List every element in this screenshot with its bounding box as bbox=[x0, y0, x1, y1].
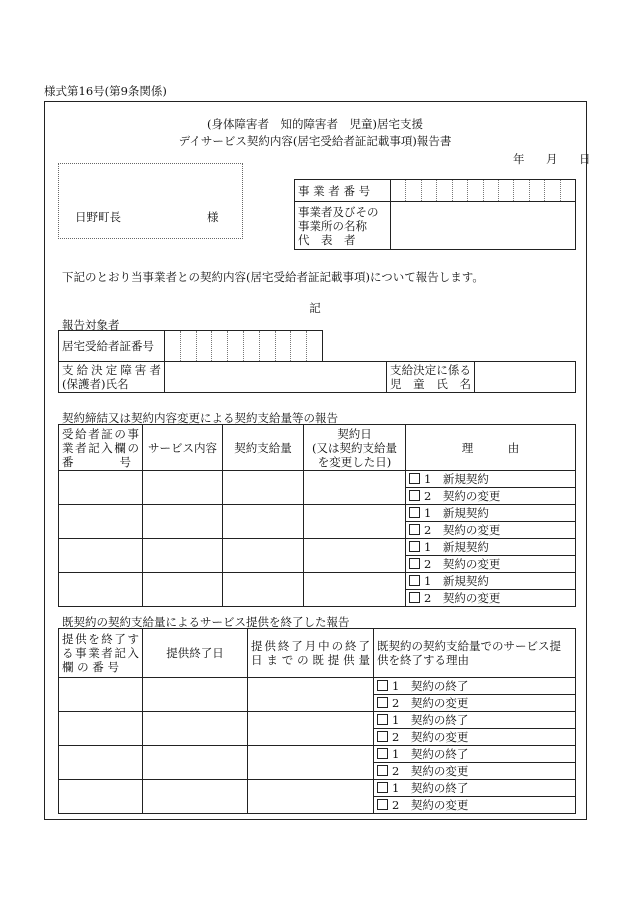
section1-heading: 契約締結又は契約内容変更による契約支給量等の報告 bbox=[62, 411, 338, 425]
table-row bbox=[59, 678, 576, 695]
option-contract-change[interactable]: 2 契約の変更 bbox=[406, 488, 576, 505]
provider-name-label: 事業者及びその 事業所の名称 代 表 者 bbox=[295, 202, 391, 250]
cert-number-field[interactable] bbox=[165, 331, 323, 362]
provider-table bbox=[294, 179, 576, 250]
date-label: 年 月 日 bbox=[513, 152, 596, 166]
col-contract-date: 契約日 (又は契約支給量 を変更した日) bbox=[304, 425, 406, 471]
title-line-1: (身体障害者 知的障害者 児童)居宅支援 bbox=[207, 117, 423, 131]
col-provider-number: 提供を終了す る事業者記入 欄 の 番 号 bbox=[59, 629, 143, 678]
checkbox[interactable] bbox=[409, 541, 420, 552]
target-table bbox=[58, 330, 576, 393]
checkbox[interactable] bbox=[409, 524, 420, 535]
option-contract-end[interactable]: 1 契約の終了 bbox=[374, 780, 576, 797]
table-row bbox=[59, 573, 576, 590]
child-name-field[interactable] bbox=[475, 362, 576, 393]
table-row bbox=[59, 505, 576, 522]
checkbox[interactable] bbox=[409, 490, 420, 501]
option-new-contract[interactable]: 1 新規契約 bbox=[406, 539, 576, 556]
checkbox[interactable] bbox=[409, 507, 420, 518]
title-line-2: デイサービス契約内容(居宅受給者証記載事項)報告書 bbox=[178, 134, 452, 148]
col-termination-reason: 既契約の契約支給量でのサービス提 供を終了する理由 bbox=[374, 629, 576, 678]
contract-table bbox=[58, 424, 576, 607]
table-row bbox=[59, 712, 576, 729]
col-provided-amount: 提供終了月中の終了 日までの既提供量 bbox=[248, 629, 374, 678]
option-contract-change[interactable]: 2 契約の変更 bbox=[406, 556, 576, 573]
option-new-contract[interactable]: 1 新規契約 bbox=[406, 573, 576, 590]
col-end-date: 提供終了日 bbox=[143, 629, 248, 678]
checkbox[interactable] bbox=[377, 731, 388, 742]
addressee-suffix: 様 bbox=[207, 210, 219, 224]
checkbox[interactable] bbox=[377, 799, 388, 810]
intro-text: 下記のとおり当事業者との契約内容(居宅受給者証記載事項)について報告します。 bbox=[62, 270, 484, 284]
checkbox[interactable] bbox=[409, 473, 420, 484]
table-row bbox=[59, 746, 576, 763]
checkbox[interactable] bbox=[409, 558, 420, 569]
ki-label: 記 bbox=[309, 301, 321, 315]
addressee-name: 日野町長 bbox=[75, 210, 121, 224]
table-row bbox=[59, 780, 576, 797]
col-amount: 契約支給量 bbox=[223, 425, 304, 471]
checkbox[interactable] bbox=[377, 748, 388, 759]
option-contract-change[interactable]: 2 契約の変更 bbox=[406, 590, 576, 607]
recipient-label: 支給決定障害者 (保護者)氏名 bbox=[59, 362, 165, 393]
form-label: 様式第16号(第9条関係) bbox=[44, 84, 167, 98]
provider-name-field[interactable] bbox=[391, 202, 576, 250]
termination-table bbox=[58, 628, 576, 814]
checkbox[interactable] bbox=[377, 697, 388, 708]
cert-number-label: 居宅受給者証番号 bbox=[59, 331, 165, 362]
option-contract-change[interactable]: 2 契約の変更 bbox=[374, 695, 576, 712]
col-reason: 理 由 bbox=[406, 425, 576, 471]
checkbox[interactable] bbox=[377, 782, 388, 793]
option-new-contract[interactable]: 1 新規契約 bbox=[406, 471, 576, 488]
option-contract-change[interactable]: 2 契約の変更 bbox=[374, 763, 576, 780]
option-contract-end[interactable]: 1 契約の終了 bbox=[374, 712, 576, 729]
recipient-name-field[interactable] bbox=[165, 362, 387, 393]
option-contract-change[interactable]: 2 契約の変更 bbox=[374, 729, 576, 746]
addressee-box bbox=[58, 163, 243, 239]
col-cert-number: 受給者証の事 業者記入欄の 番 号 bbox=[59, 425, 143, 471]
col-service: サービス内容 bbox=[143, 425, 223, 471]
child-label: 支給決定に係る 児 童 氏 名 bbox=[387, 362, 475, 393]
checkbox[interactable] bbox=[377, 765, 388, 776]
provider-number-label: 事 業 者 番 号 bbox=[295, 180, 391, 202]
target-heading: 報告対象者 bbox=[62, 318, 120, 332]
table-row bbox=[59, 539, 576, 556]
table-row bbox=[59, 471, 576, 488]
provider-number-field[interactable] bbox=[391, 180, 576, 202]
option-contract-end[interactable]: 1 契約の終了 bbox=[374, 678, 576, 695]
option-new-contract[interactable]: 1 新規契約 bbox=[406, 505, 576, 522]
checkbox[interactable] bbox=[409, 575, 420, 586]
section2-heading: 既契約の契約支給量によるサービス提供を終了した報告 bbox=[62, 615, 350, 629]
option-contract-change[interactable]: 2 契約の変更 bbox=[406, 522, 576, 539]
checkbox[interactable] bbox=[377, 714, 388, 725]
option-contract-change[interactable]: 2 契約の変更 bbox=[374, 797, 576, 814]
option-contract-end[interactable]: 1 契約の終了 bbox=[374, 746, 576, 763]
checkbox[interactable] bbox=[377, 680, 388, 691]
checkbox[interactable] bbox=[409, 592, 420, 603]
